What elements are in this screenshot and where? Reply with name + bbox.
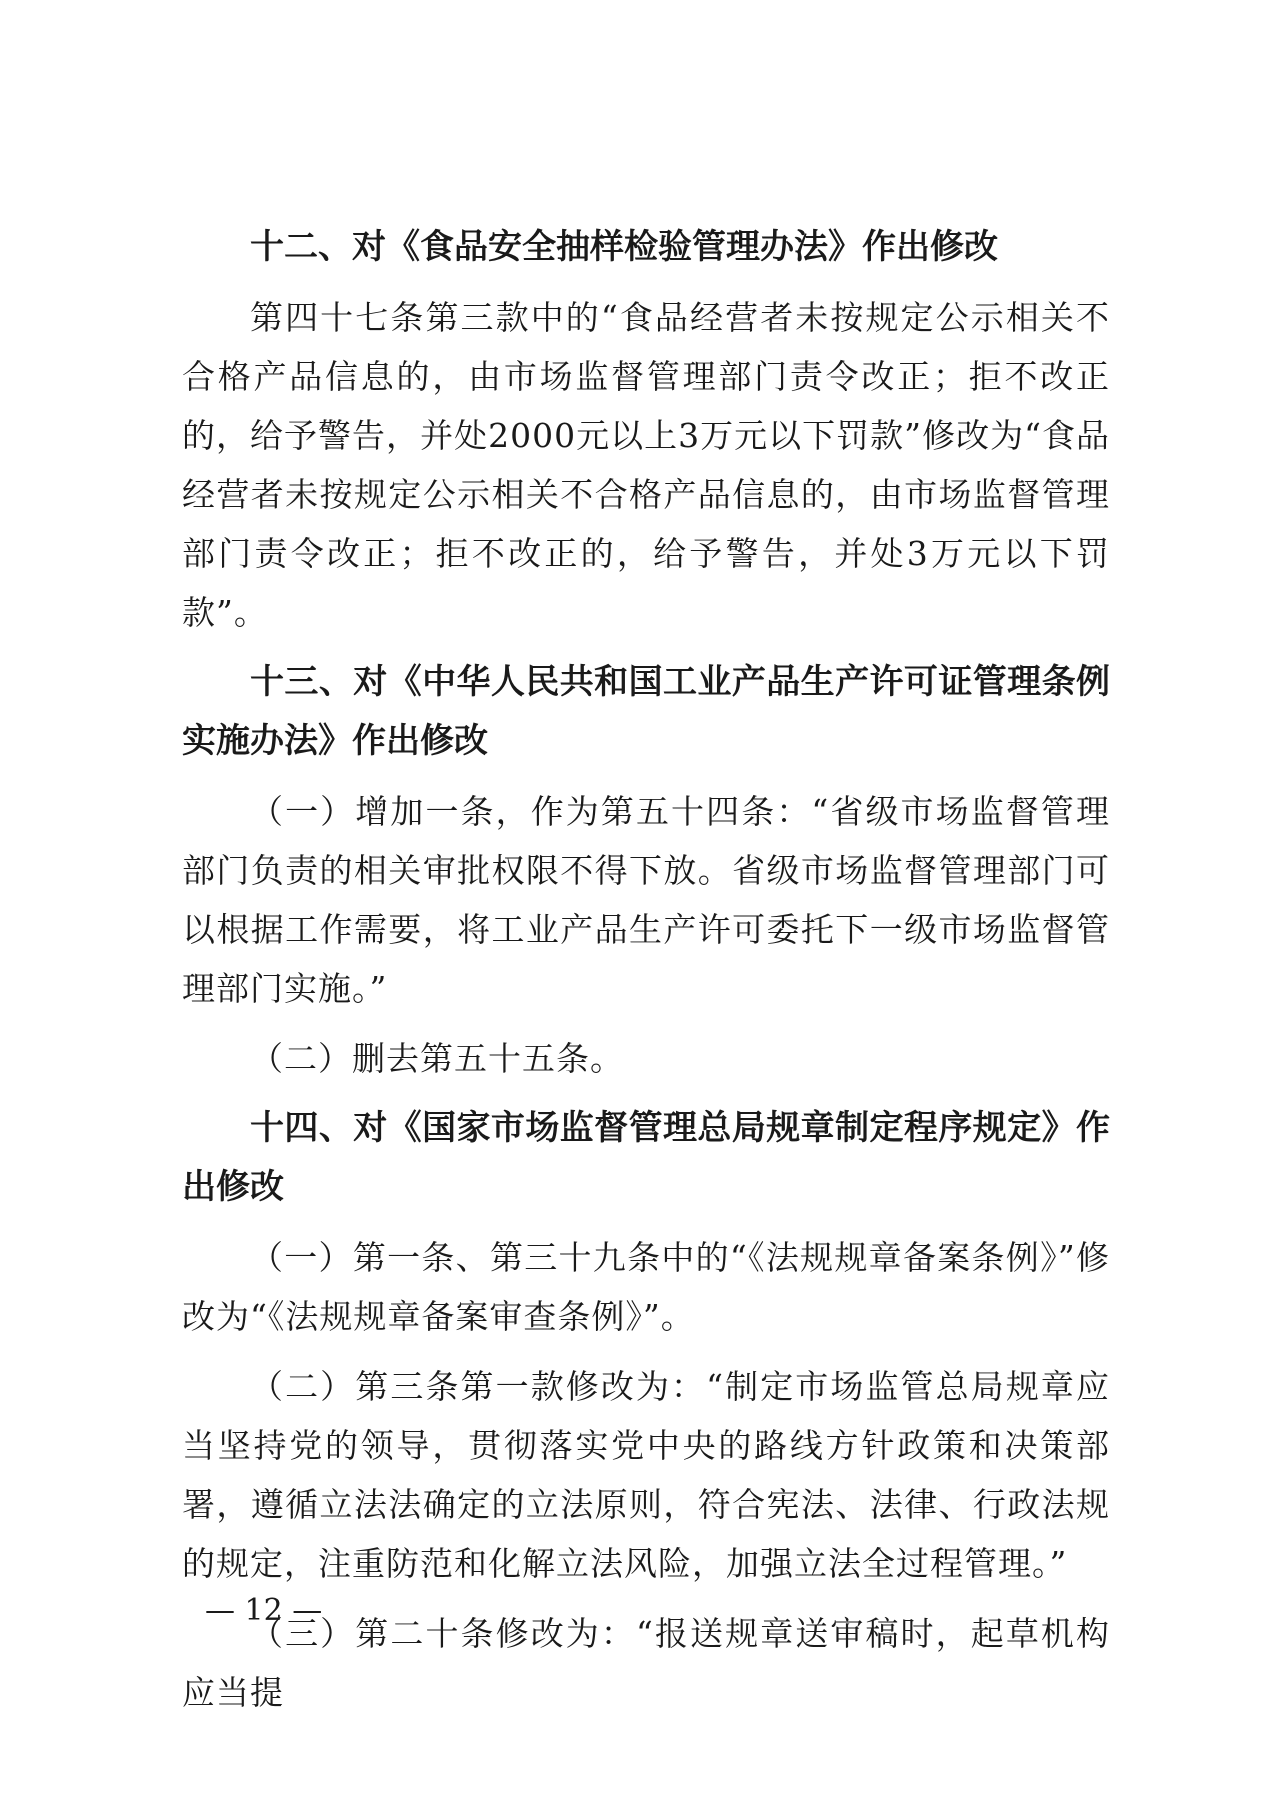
section-12-heading: 十二、对《食品安全抽样检验管理办法》作出修改 (250, 227, 998, 267)
page-number: — 12 — (205, 1593, 323, 1628)
section-14-paragraph-1: （一）第一条、第三十九条中的“《法规规章备案条例》”修改为“《法规规章备案审查条例》”。 (182, 1238, 1110, 1336)
section-13-paragraph-1: （一）增加一条，作为第五十四条：“省级市场监督管理部门负责的相关审批权限不得下放。省级市场监督管理部门可以根据工作需要，将工业产品生产许可委托下一级市场监督管理部门实施。” (182, 792, 1110, 1008)
section-13-paragraph-2: （二）删去第五十五条。 (250, 1039, 624, 1078)
section-14-paragraph-3: （三）第二十条修改为：“报送规章送审稿时，起草机构应当提 (182, 1614, 1110, 1712)
section-13-heading: 十三、对《中华人民共和国工业产品生产许可证管理条例实施办法》作出修改 (182, 662, 1110, 761)
section-12-paragraph-1: 第四十七条第三款中的“食品经营者未按规定公示相关不合格产品信息的，由市场监督管理部门责令改正；拒不改正的，给予警告，并处2000元以上3万元以下罚款”修改为“食品经营者未按规定公示相关不合格产品信息的，由市场监督管理部门责令改正；拒不改正的，给予警告，并处3万元以下罚款”。 (182, 298, 1110, 632)
document-body (182, 218, 1110, 1733)
section-14-paragraph-2: （二）第三条第一款修改为：“制定市场监管总局规章应当坚持党的领导，贯彻落实党中央的路线方针政策和决策部署，遵循立法法确定的立法原则，符合宪法、法律、行政法规的规定，注重防范和化解立法风险，加强立法全过程管理。” (182, 1367, 1110, 1583)
section-14-heading: 十四、对《国家市场监督管理总局规章制定程序规定》作出修改 (182, 1108, 1110, 1207)
